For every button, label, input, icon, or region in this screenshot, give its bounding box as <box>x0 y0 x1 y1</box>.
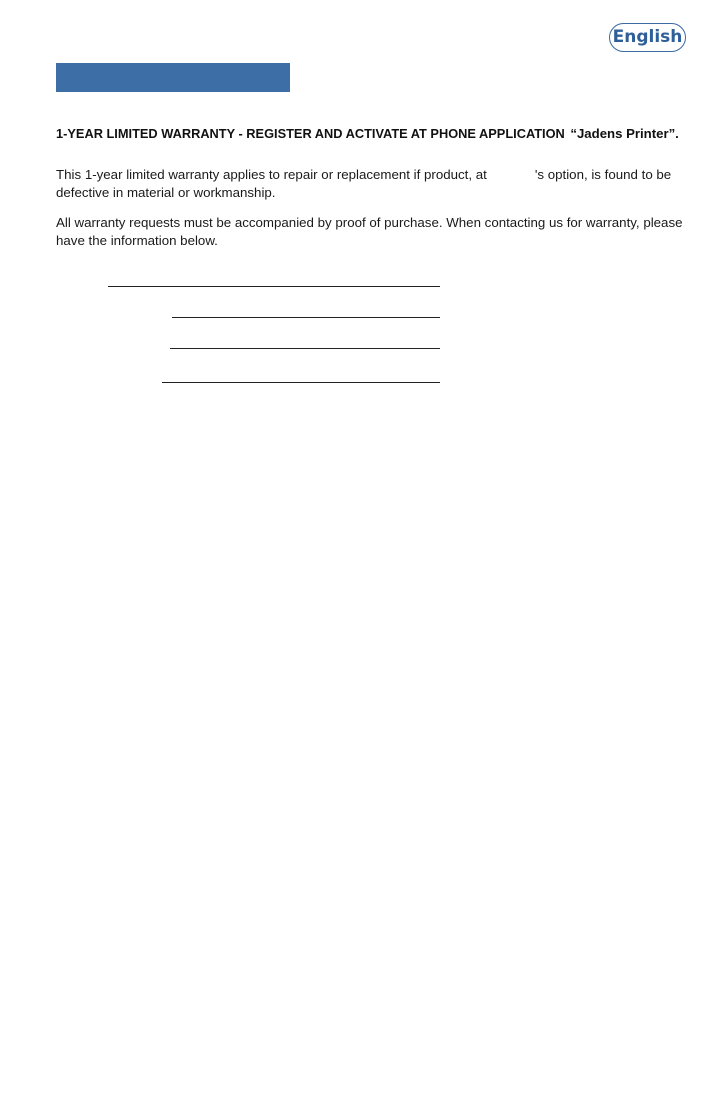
warranty-terms-part1: This 1-year limited warranty applies to repair or replacement if product, at <box>56 167 487 182</box>
info-field-line-1 <box>108 286 440 287</box>
warranty-heading <box>56 126 706 141</box>
info-field-line-2 <box>172 317 440 318</box>
warranty-terms-paragraph <box>56 166 686 202</box>
language-badge[interactable]: English <box>609 23 686 52</box>
warranty-heading-text: 1-YEAR LIMITED WARRANTY - REGISTER AND ACTIVATE AT PHONE APPLICATION <box>56 126 565 141</box>
info-field-line-3 <box>170 348 440 349</box>
section-header-bar <box>56 63 290 92</box>
app-name: “Jadens Printer”. <box>570 126 679 141</box>
warranty-terms-part2: 's option, is found to be defective in material or workmanship. <box>56 167 672 200</box>
warranty-request-paragraph: All warranty requests must be accompanied by proof of purchase. When contacting us for warranty, please have the information below. <box>56 215 683 248</box>
info-field-line-4 <box>162 382 440 383</box>
